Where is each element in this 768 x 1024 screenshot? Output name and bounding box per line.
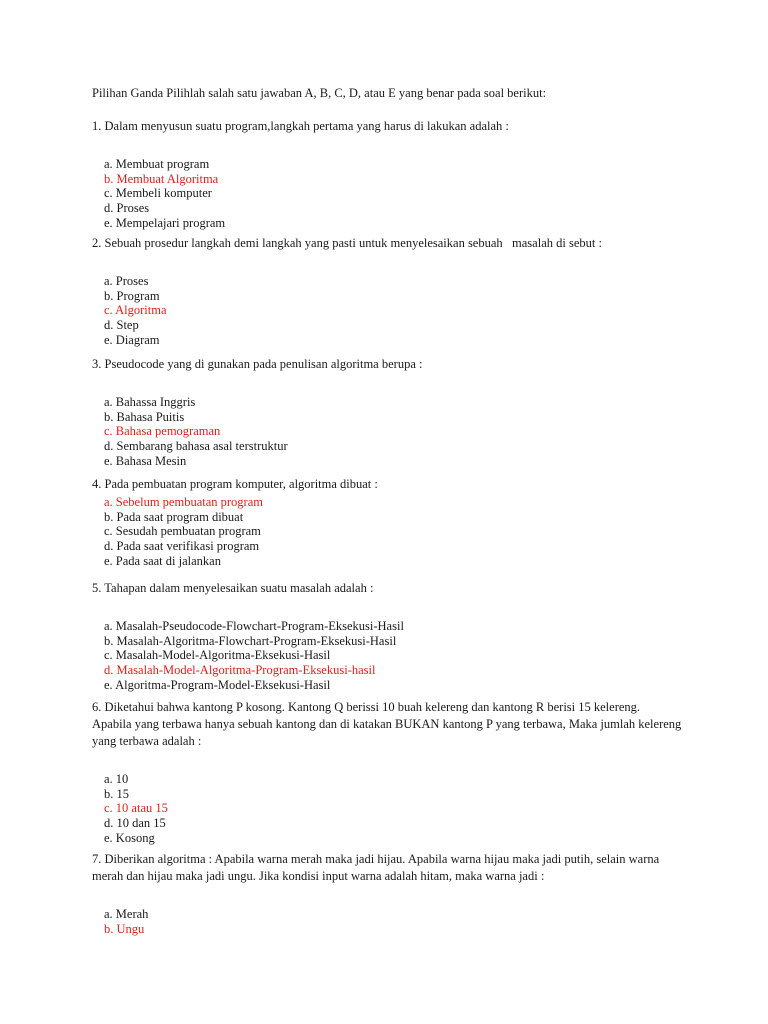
- answer-option: e. Diagram: [104, 332, 160, 347]
- answer-options: [92, 395, 682, 469]
- question-4: [92, 476, 682, 569]
- answer-option: a. Merah: [104, 907, 149, 921]
- answer-option: d. Proses: [104, 201, 150, 216]
- answer-option: d. 10 dan 15: [104, 816, 166, 831]
- question-text: 4. Pada pembuatan program komputer, algoritma dibuat :: [92, 477, 378, 491]
- answer-option: d. Sembarang bahasa asal terstruktur: [104, 439, 288, 454]
- question-text: 7. Diberikan algoritma : Apabila warna merah maka jadi hijau. Apabila warna hijau maka jadi putih, selain warna merah dan hijau maka jadi ungu. Jika kondisi input warna adalah hitam, maka warna jadi :: [92, 852, 663, 883]
- correct-answer-option: c. Bahasa pemograman: [104, 424, 221, 439]
- question-1: [92, 118, 682, 231]
- question-7: [92, 851, 682, 936]
- answer-option: e. Bahasa Mesin: [104, 453, 187, 468]
- answer-option: b. Program: [104, 288, 160, 303]
- correct-answer-option: c. 10 atau 15: [104, 801, 168, 816]
- answer-option: a. Proses: [104, 274, 149, 288]
- question-5: [92, 580, 682, 693]
- answer-option: a. Bahassa Inggris: [104, 395, 196, 409]
- question-3: [92, 356, 682, 469]
- answer-option: a. 10: [104, 772, 129, 786]
- answer-options: [92, 619, 682, 693]
- answer-options: [92, 157, 682, 231]
- answer-option: a. Masalah-Pseudocode-Flowchart-Program-Eksekusi-Hasil: [104, 619, 404, 633]
- question-text: 1. Dalam menyusun suatu program,langkah pertama yang harus di lakukan adalah :: [92, 119, 509, 133]
- answer-option: b. 15: [104, 786, 129, 801]
- question-2: [92, 235, 682, 348]
- answer-option: c. Masalah-Model-Algoritma-Eksekusi-Hasil: [104, 648, 331, 663]
- answer-option: a. Membuat program: [104, 157, 210, 171]
- answer-option: b. Masalah-Algoritma-Flowchart-Program-Eksekusi-Hasil: [104, 633, 397, 648]
- answer-option: e. Kosong: [104, 830, 155, 845]
- answer-option: e. Mempelajari program: [104, 215, 226, 230]
- question-text: 2. Sebuah prosedur langkah demi langkah yang pasti untuk menyelesaikan sebuah masalah di sebut :: [92, 236, 602, 250]
- question-text: 5. Tahapan dalam menyelesaikan suatu masalah adalah :: [92, 581, 374, 595]
- question-text: 3. Pseudocode yang di gunakan pada penulisan algoritma berupa :: [92, 357, 423, 371]
- question-text: 6. Diketahui bahwa kantong P kosong. Kantong Q berissi 10 buah kelereng dan kantong R berisi 15 kelereng. Apabila yang terbawa hanya sebuah kantong dan di katakan BUKAN kantong P yang terbawa, Maka jumlah kelereng yang terbawa adalah :: [92, 700, 685, 748]
- answer-option: c. Sesudah pembuatan program: [104, 524, 261, 539]
- answer-options: [92, 772, 682, 846]
- answer-options: [92, 274, 682, 348]
- instructions-text: Pilihan Ganda Pilihlah salah satu jawaban A, B, C, D, atau E yang benar pada soal berikut:: [92, 86, 547, 100]
- answer-option: e. Pada saat di jalankan: [104, 553, 221, 568]
- correct-answer-option: b. Ungu: [104, 921, 145, 936]
- answer-options: [92, 907, 682, 936]
- answer-option: b. Bahasa Puitis: [104, 409, 185, 424]
- answer-option: d. Step: [104, 318, 139, 333]
- correct-answer-option: c. Algoritma: [104, 303, 167, 318]
- correct-answer-option: b. Membuat Algoritma: [104, 171, 219, 186]
- correct-answer-option: a. Sebelum pembuatan program: [104, 495, 263, 509]
- correct-answer-option: d. Masalah-Model-Algoritma-Program-Eksekusi-hasil: [104, 663, 376, 678]
- answer-option: e. Algoritma-Program-Model-Eksekusi-Hasil: [104, 677, 331, 692]
- answer-options: [92, 495, 682, 569]
- answer-option: b. Pada saat program dibuat: [104, 509, 244, 524]
- answer-option: c. Membeli komputer: [104, 186, 212, 201]
- answer-option: d. Pada saat verifikasi program: [104, 539, 260, 554]
- question-6: [92, 699, 685, 846]
